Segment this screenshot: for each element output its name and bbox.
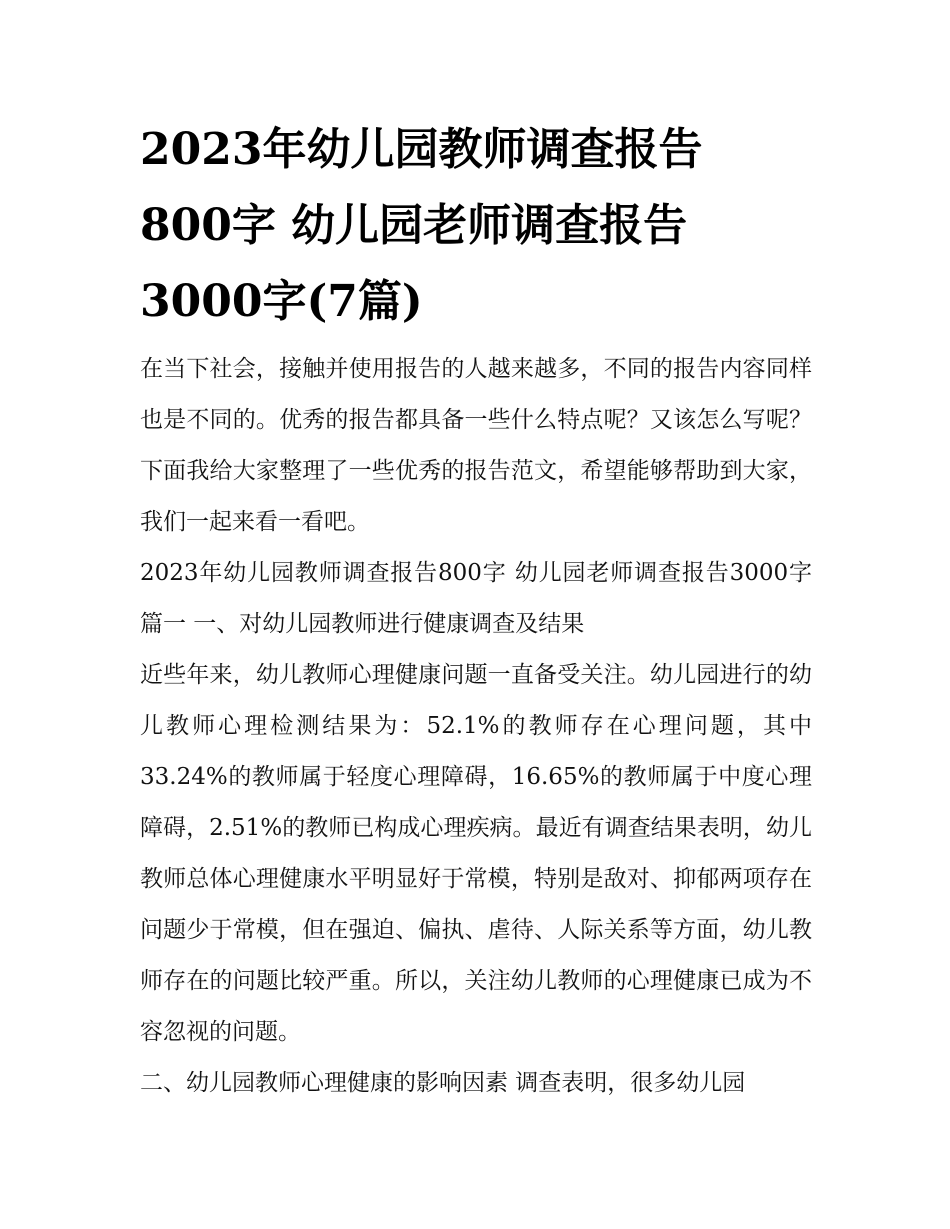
title-line-2: 800字 幼儿园老师调查报告 — [140, 200, 688, 251]
title-line-3: 3000字(7篇) — [140, 276, 423, 327]
document-page — [140, 112, 812, 1109]
title-line-1: 2023年幼儿园教师调查报告 — [140, 124, 703, 175]
section-heading-paragraph: 2023年幼儿园教师调查报告800字 幼儿园老师调查报告3000字篇一 一、对幼儿园教师进行健康调查及结果 — [140, 560, 812, 637]
intro-paragraph: 在当下社会，接触并使用报告的人越来越多，不同的报告内容同样也是不同的。优秀的报告都具备一些什么特点呢？又该怎么写呢？下面我给大家整理了一些优秀的报告范文，希望能够帮助到大家，我们一起来看一看吧。 — [140, 356, 812, 535]
document-title — [140, 112, 812, 340]
section-two-paragraph: 二、幼儿园教师心理健康的影响因素 调查表明，很多幼儿园 — [140, 1070, 746, 1096]
body-paragraph: 近些年来，幼儿教师心理健康问题一直备受关注。幼儿园进行的幼儿教师心理检测结果为：52.1%的教师存在心理问题，其中33.24%的教师属于轻度心理障碍，16.65%的教师属于中度心理障碍，2.51%的教师已构成心理疾病。最近有调查结果表明，幼儿教师总体心理健康水平明显好于常模，特别是敌对、抑郁两项存在问题少于常模，但在强迫、偏执、虐待、人际关系等方面，幼儿教师存在的问题比较严重。所以，关注幼儿教师的心理健康已成为不容忽视的问题。 — [140, 662, 812, 1045]
